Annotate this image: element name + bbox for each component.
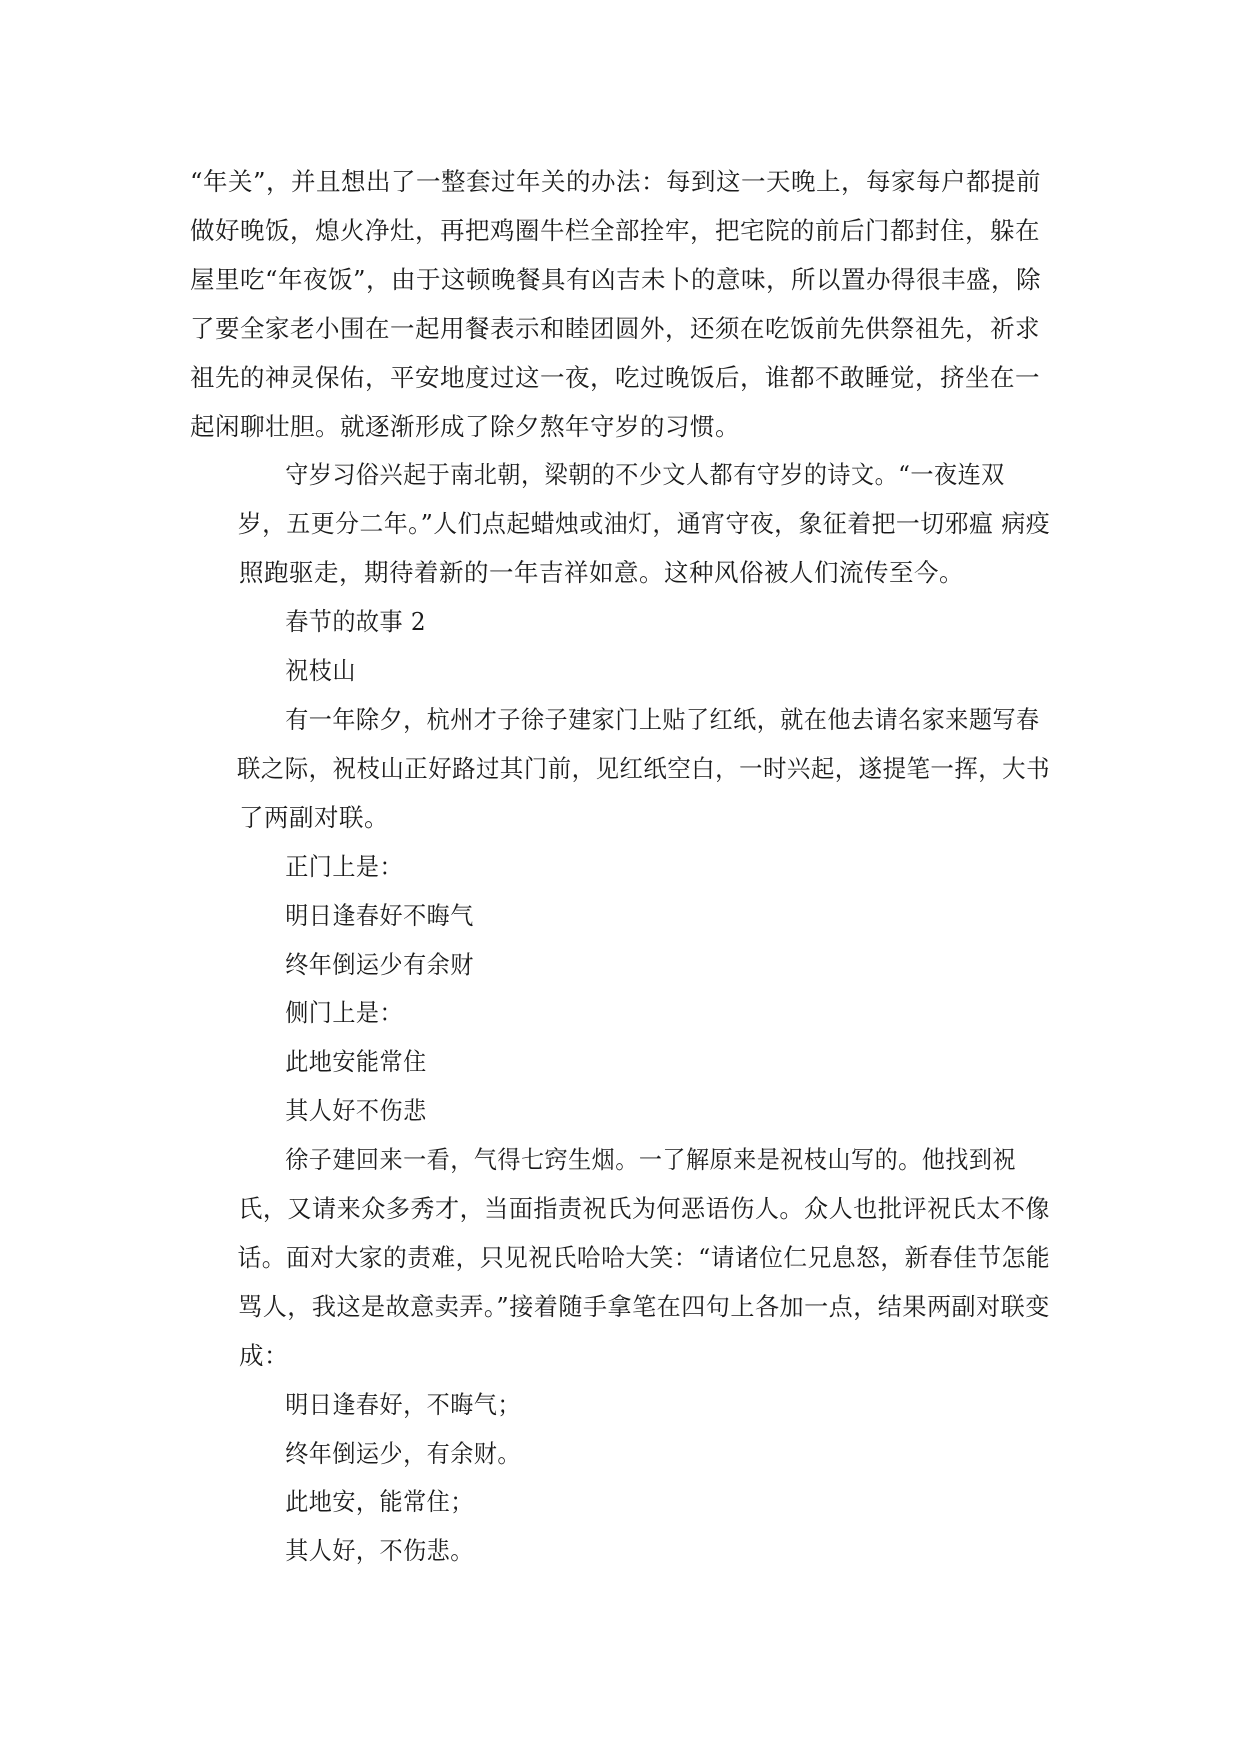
text-line: 明日逢春好不晦气 (285, 900, 474, 930)
text-line: 其人好，不伤悲。 (285, 1536, 474, 1566)
text-line: 了两副对联。 (239, 802, 389, 832)
paragraph (190, 1381, 1050, 1430)
document-body (190, 158, 1050, 1576)
paragraph (190, 1478, 1050, 1527)
paragraph (190, 1038, 1050, 1087)
text-line: 有一年除夕，杭州才子徐子建家门上贴了红纸，就在他去请名家来题写春 (285, 704, 1040, 734)
text-line: 做好晚饭，熄火净灶，再把鸡圈牛栏全部拴牢，把宅院的前后门都封住，躲在 (190, 215, 1040, 245)
text-line: 联之际，祝枝山正好路过其门前，见红纸空白，一时兴起，遂提笔一挥，大书 (236, 753, 1050, 783)
paragraph (190, 1087, 1050, 1136)
text-line: 守岁习俗兴起于南北朝，梁朝的不少文人都有守岁的诗文。“一夜连双 (285, 460, 1005, 490)
text-line: 祖先的神灵保佑，平安地度过这一夜，吃过晚饭后，谁都不敢睡觉，挤坐在一 (190, 362, 1040, 392)
text-line: 终年倒运少有余财 (285, 949, 474, 979)
paragraph (190, 1136, 1050, 1381)
text-line: 照跑驱走，期待着新的一年吉祥如意。这种风俗被人们流传至今。 (239, 558, 964, 588)
text-line: 此地安能常住 (285, 1047, 427, 1077)
text-line: 明日逢春好，不晦气； (285, 1389, 521, 1419)
paragraph (190, 696, 1050, 843)
paragraph (190, 1527, 1050, 1576)
paragraph (190, 1430, 1050, 1479)
paragraph (190, 892, 1050, 941)
paragraph (190, 158, 1050, 451)
paragraph (190, 843, 1050, 892)
text-line: 侧门上是： (285, 998, 404, 1028)
text-line: 终年倒运少，有余财。 (285, 1438, 521, 1468)
text-line: “年关”，并且想出了一整套过年关的办法：每到这一天晚上，每家每户都提前 (190, 167, 1042, 196)
text-line: 此地安，能常住； (285, 1487, 474, 1517)
text-line: 正门上是： (285, 851, 404, 881)
paragraph (190, 989, 1050, 1038)
text-line: 骂人，我这是故意卖弄。”接着随手拿笔在四句上各加一点，结果两副对联变 (238, 1291, 1050, 1321)
text-line: 徐子建回来一看，气得七窍生烟。一了解原来是祝枝山写的。他找到祝 (285, 1145, 1017, 1175)
text-line: 话。面对大家的责难，只见祝氏哈哈大笑：“请诸位仁兄息怒，新春佳节怎能 (237, 1242, 1051, 1272)
text-line: 了要全家老小围在一起用餐表示和睦团圆外，还须在吃饭前先供祭祖先，祈求 (190, 313, 1040, 343)
paragraph (190, 941, 1050, 990)
paragraph (190, 451, 1050, 598)
text-line: 屋里吃“年夜饭”，由于这顿晚餐具有凶吉未卜的意味，所以置办得很丰盛，除 (190, 264, 1042, 294)
text-line: 氏，又请来众多秀才，当面指责祝氏为何恶语伤人。众人也批评祝氏太不像 (238, 1194, 1051, 1224)
text-line: 其人好不伤悲 (285, 1096, 427, 1126)
text-line: 祝枝山 (285, 656, 356, 686)
text-line: 起闲聊壮胆。就逐渐形成了除夕熬年守岁的习惯。 (190, 411, 740, 441)
paragraph (190, 647, 1050, 696)
text-line: 成： (239, 1340, 289, 1370)
text-line: 岁，五更分二年。”人们点起蜡烛或油灯，通宵守夜，象征着把一切邪瘟 病疫 (237, 509, 1051, 539)
paragraph (190, 598, 1050, 647)
text-line: 春节的故事 2 (285, 607, 427, 637)
